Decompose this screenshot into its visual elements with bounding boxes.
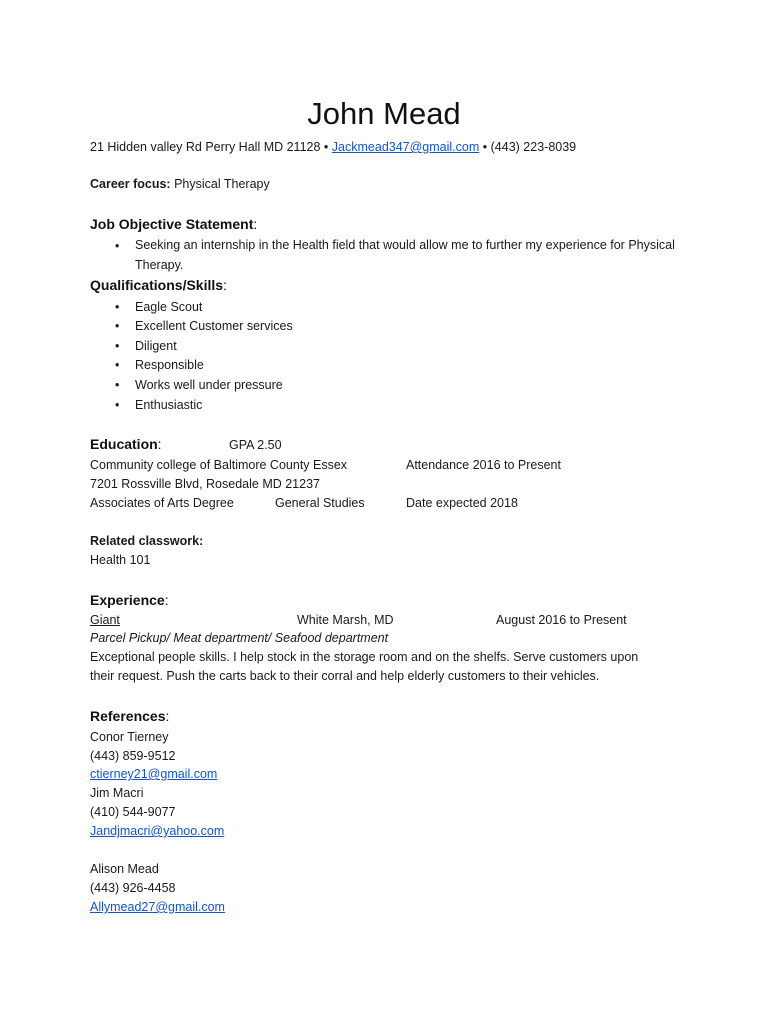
reference-name: Jim Macri (90, 786, 144, 800)
contact-address: 21 Hidden valley Rd Perry Hall MD 21128 (90, 140, 321, 154)
reference-phone: (443) 859-9512 (90, 749, 176, 763)
contact-separator: • (482, 140, 488, 154)
education-heading: Education: (90, 436, 162, 452)
skill-bullet: • (115, 378, 120, 392)
education-attendance: Attendance 2016 to Present (406, 458, 561, 472)
skill-item: Excellent Customer services (135, 319, 293, 333)
skill-bullet: • (115, 358, 120, 372)
reference-email-link[interactable]: Allymead27@gmail.com (90, 900, 225, 914)
experience-roles: Parcel Pickup/ Meat department/ Seafood department (90, 631, 389, 645)
reference-email-link[interactable]: Jandjmacri@yahoo.com (90, 824, 225, 838)
skill-bullet: • (115, 300, 120, 314)
experience-dates: August 2016 to Present (496, 613, 627, 627)
career-focus-label: Career focus: (90, 177, 171, 191)
education-school: Community college of Baltimore County Essex (90, 458, 348, 472)
experience-heading: Experience: (90, 592, 169, 608)
skill-item: Diligent (135, 339, 177, 353)
reference-name: Conor Tierney (90, 730, 169, 744)
reference-name: Alison Mead (90, 862, 159, 876)
experience-description: Exceptional people skills. I help stock in the storage room and on the shelfs. Serve customers upon their request. Push the carts back to their corral and help elderly customers to their vehicles. (90, 650, 639, 684)
contact-line (90, 139, 576, 155)
experience-location: White Marsh, MD (297, 613, 394, 627)
objective-heading: Job Objective Statement: (90, 216, 258, 232)
skill-item: Works well under pressure (135, 378, 283, 392)
skill-item: Enthusiastic (135, 398, 203, 412)
references-heading: References: (90, 708, 170, 724)
career-focus (90, 176, 270, 192)
education-expected: Date expected 2018 (406, 496, 518, 510)
reference-phone: (443) 926-4458 (90, 881, 176, 895)
education-field: General Studies (275, 496, 365, 510)
career-focus-value: Physical Therapy (174, 177, 270, 191)
objective-text: Seeking an internship in the Health field that would allow me to further my experience for Physical Therapy. (135, 238, 675, 272)
classwork-label: Related classwork: (90, 534, 204, 548)
skill-bullet: • (115, 398, 120, 412)
skill-bullet: • (115, 319, 120, 333)
objective-bullet: • (115, 239, 120, 253)
contact-email-link[interactable]: Jackmead347@gmail.com (331, 140, 480, 154)
contact-phone: (443) 223-8039 (490, 140, 577, 154)
education-degree: Associates of Arts Degree (90, 496, 234, 510)
skill-bullet: • (115, 339, 120, 353)
skill-item: Eagle Scout (135, 300, 203, 314)
qualifications-heading: Qualifications/Skills: (90, 277, 227, 293)
reference-email-link[interactable]: ctierney21@gmail.com (90, 767, 218, 781)
contact-separator: • (323, 140, 329, 154)
skill-item: Responsible (135, 358, 204, 372)
reference-phone: (410) 544-9077 (90, 805, 176, 819)
education-address: 7201 Rossville Blvd, Rosedale MD 21237 (90, 477, 320, 491)
resume-name: John Mead (307, 96, 461, 131)
education-gpa: GPA 2.50 (229, 438, 282, 452)
experience-employer: Giant (90, 613, 120, 627)
classwork-item: Health 101 (90, 553, 151, 567)
